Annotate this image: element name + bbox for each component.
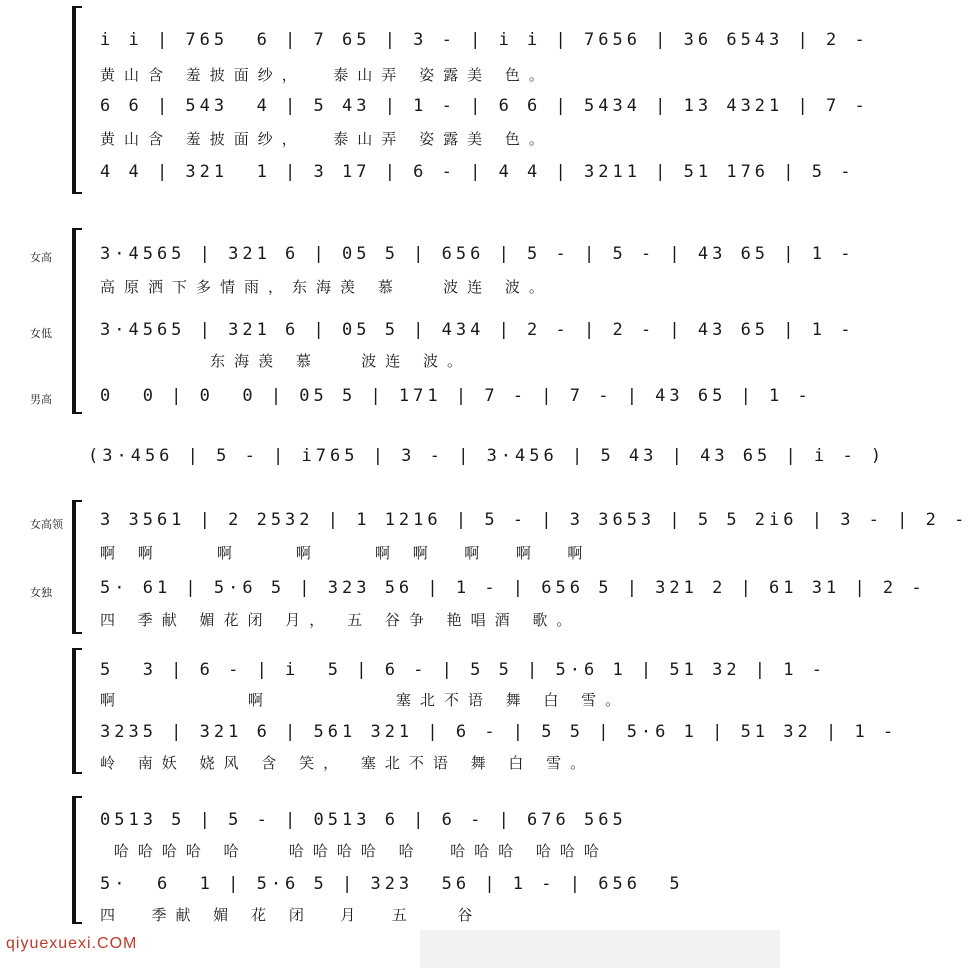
lyrics-line: 哈哈哈哈 哈 哈哈哈哈 哈 哈哈哈 哈哈哈 [100, 842, 608, 860]
notation-line: i i | 765 6 | 7 65 | 3 - | i i | 7656 | 36 6543 | 2 - [100, 30, 869, 50]
system-brace [72, 6, 82, 194]
lyrics-line: 岭 南妖 娆风 含 笑， 塞北不语 舞 白 雪。 [100, 754, 595, 772]
voice-label: 女高领 [30, 518, 63, 531]
footer-strip [420, 930, 780, 968]
voice-label: 女高 [30, 251, 52, 264]
notation-line: 0 0 | 0 0 | 05 5 | 171 | 7 - | 7 - | 43 65 | 1 - [100, 386, 812, 406]
lyrics-line: 四 季献 媚 花 闭 月 五 谷 [100, 906, 482, 924]
system-brace [72, 648, 82, 774]
notation-line: 5 3 | 6 - | i 5 | 6 - | 5 5 | 5·6 1 | 51 32 | 1 - [100, 660, 826, 680]
lyrics-line: 黄山含 羞披面纱， 泰山弄 姿露美 色。 [100, 130, 553, 148]
watermark-text: qiyuexuexi.COM [6, 935, 138, 952]
lyrics-line: 黄山含 羞披面纱， 泰山弄 姿露美 色。 [100, 66, 553, 84]
lyrics-line: 啊 啊 塞北不语 舞 白 雪。 [100, 691, 630, 709]
notation-line: 0513 5 | 5 - | 0513 6 | 6 - | 676 565 [100, 810, 627, 830]
system-brace [72, 796, 82, 924]
lyrics-line: 啊 啊 啊 啊 啊 啊 啊 啊 啊 [100, 544, 592, 562]
lyrics-line: 高原洒下多情雨，东海羡 慕 波连 波。 [100, 278, 553, 296]
voice-label: 男高 [30, 393, 52, 406]
notation-line: 5· 61 | 5·6 5 | 323 56 | 1 - | 656 5 | 321 2 | 61 31 | 2 - [100, 578, 926, 598]
notation-line: (3·456 | 5 - | i765 | 3 - | 3·456 | 5 43 | 43 65 | i - ) [88, 446, 886, 466]
lyrics-line: 四 季献 媚花闭 月， 五 谷争 艳唱酒 歌。 [100, 611, 581, 629]
notation-line: 3235 | 321 6 | 561 321 | 6 - | 5 5 | 5·6 1 | 51 32 | 1 - [100, 722, 898, 742]
voice-label: 女低 [30, 327, 52, 340]
notation-line: 3·4565 | 321 6 | 05 5 | 434 | 2 - | 2 - | 43 65 | 1 - [100, 320, 855, 340]
notation-line: 6 6 | 543 4 | 5 43 | 1 - | 6 6 | 5434 | 13 4321 | 7 - [100, 96, 869, 116]
notation-line: 5· 6 1 | 5·6 5 | 323 56 | 1 - | 656 5 [100, 874, 684, 894]
notation-line: 4 4 | 321 1 | 3 17 | 6 - | 4 4 | 3211 | 51 176 | 5 - [100, 162, 855, 182]
notation-line: 3 3561 | 2 2532 | 1 1216 | 5 - | 3 3653 | 5 5 2i6 | 3 - | 2 - [100, 510, 968, 530]
lyrics-line: 东海羡 慕 波连 波。 [100, 352, 471, 370]
notation-line: 3·4565 | 321 6 | 05 5 | 656 | 5 - | 5 - | 43 65 | 1 - [100, 244, 855, 264]
voice-label: 女独 [30, 586, 52, 599]
